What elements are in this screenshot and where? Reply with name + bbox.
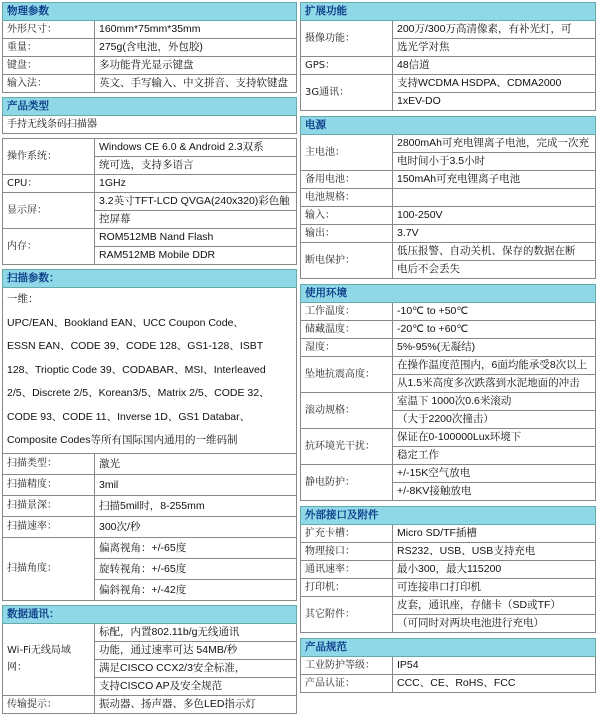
- spec-value: -10℃ to +50℃: [393, 303, 596, 321]
- left-spec-column: [2, 2, 297, 714]
- spec-label-输入: 输入：: [301, 207, 393, 225]
- spec-value: 统可选，支持多语言: [95, 157, 297, 175]
- spec-row: [301, 579, 596, 597]
- spec-label-摄像功能: 摄像功能：: [301, 21, 393, 57]
- spec-section: [2, 605, 297, 714]
- spec-row: [301, 303, 596, 321]
- spec-label-外形尺寸: 外形尺寸：: [3, 21, 95, 39]
- right-spec-column: [300, 2, 596, 693]
- spec-section: [300, 2, 596, 111]
- spec-label-操作系统: 操作系统：: [3, 139, 95, 175]
- spec-label-储藏温度: 储藏温度：: [301, 321, 393, 339]
- spec-value: 48信道: [393, 57, 596, 75]
- spec-row: [3, 495, 297, 516]
- spec-value: 英文、手写输入、中文拼音、支持软键盘: [95, 75, 297, 93]
- spec-label-键盘: 键盘：: [3, 57, 95, 75]
- spec-value: 支持CISCO AP及安全规范: [95, 677, 297, 695]
- spec-value: 标配，内置802.11b/g无线通讯: [95, 623, 297, 641]
- spec-section: [2, 2, 297, 93]
- section-title: 产品规范: [301, 639, 596, 657]
- spec-row: [3, 139, 297, 157]
- spec-label-电池规格: 电池规格：: [301, 189, 393, 207]
- spec-value: 偏斜视角：+/-42度: [95, 579, 297, 600]
- spec-label-工作温度: 工作温度：: [301, 303, 393, 321]
- spec-value: 扫描5mil时，8-255mm: [95, 495, 297, 516]
- symbology-line: ESSN EAN、CODE 39、CODE 128、GS1-128、ISBT: [7, 340, 264, 352]
- spec-value: 稳定工作: [393, 447, 596, 465]
- spec-label-扫描景深: 扫描景深：: [3, 495, 95, 516]
- section-title: 扫描参数：: [3, 270, 297, 288]
- spec-label-重量: 重量：: [3, 39, 95, 57]
- spec-label-内存: 内存：: [3, 229, 95, 265]
- spec-row: [3, 193, 297, 211]
- spec-label-其它附件: 其它附件：: [301, 597, 393, 633]
- spec-row: [3, 57, 297, 75]
- spec-row: [3, 695, 297, 713]
- spec-value: 振动器、扬声器、多色LED指示灯: [95, 695, 297, 713]
- spec-value: 160mm*75mm*35mm: [95, 21, 297, 39]
- spec-value: （可同时对两块电池进行充电）: [393, 615, 596, 633]
- spec-label-抗环境光干扰: 抗环境光干扰：: [301, 429, 393, 465]
- spec-value: 控屏幕: [95, 211, 297, 229]
- spec-value: 从1.5米高度多次跌落到水泥地面的冲击: [393, 375, 596, 393]
- spec-section: [300, 284, 596, 501]
- section-title: 产品类型: [3, 98, 297, 116]
- spec-row: [301, 429, 596, 447]
- symbology-line: UPC/EAN、Bookland EAN、UCC Coupon Code、: [7, 316, 244, 329]
- symbology-list: [3, 288, 297, 454]
- spec-label-主电池: 主电池：: [301, 135, 393, 171]
- spec-label-产品认证: 产品认证：: [301, 675, 393, 693]
- spec-value: 功能，通过速率可达 54MB/秒: [95, 641, 297, 659]
- spec-row: [301, 657, 596, 675]
- spec-value: 5%-95%(无凝结): [393, 339, 596, 357]
- spec-row: [301, 135, 596, 153]
- spec-section: [2, 269, 297, 601]
- spec-row: [3, 75, 297, 93]
- spec-value: 200万/300万高清像素，有补光灯，可: [393, 21, 596, 39]
- spec-row: [301, 465, 596, 483]
- spec-row: [301, 189, 596, 207]
- spec-value: 电后不会丢失: [393, 261, 596, 279]
- spec-value: 旋转视角：+/-65度: [95, 558, 297, 579]
- symbology-line: 2/5、Discrete 2/5、Korean3/5、Matrix 2/5、CODE 32、: [7, 387, 270, 399]
- spec-value: 偏离视角：+/-65度: [95, 537, 297, 558]
- spec-row: [301, 225, 596, 243]
- spec-row: [301, 321, 596, 339]
- spec-label-输出: 输出：: [301, 225, 393, 243]
- spec-label-输入法: 输入法：: [3, 75, 95, 93]
- spec-row: [301, 57, 596, 75]
- spec-label-扩充卡槽: 扩充卡槽：: [301, 525, 393, 543]
- spec-value: 低压报警、自动关机、保存的数据在断: [393, 243, 596, 261]
- spec-row: [301, 597, 596, 615]
- spec-label-断电保护: 断电保护：: [301, 243, 393, 279]
- spec-row: [3, 516, 297, 537]
- spec-row: [3, 453, 297, 474]
- spec-value: 满足CISCO CCX2/3安全标准，: [95, 659, 297, 677]
- spec-section: [300, 638, 596, 693]
- spec-section: [2, 97, 297, 134]
- spec-row: [301, 357, 596, 375]
- spec-row: [3, 623, 297, 641]
- spec-value: 支持WCDMA HSDPA、CDMA2000: [393, 75, 596, 93]
- symbology-line: Composite Codes等所有国际国内通用的一维码制: [7, 434, 238, 446]
- spec-value: 150mAh可充电锂离子电池: [393, 171, 596, 189]
- product-type-value: 手持无线条码扫描器: [3, 116, 297, 134]
- section-title: 电源: [301, 117, 596, 135]
- spec-value: CCC、CE、RoHS、FCC: [393, 675, 596, 693]
- spec-value: 100-250V: [393, 207, 596, 225]
- spec-label-滚动规格: 滚动规格：: [301, 393, 393, 429]
- spec-row: [301, 171, 596, 189]
- spec-label-Wi-Fi无线局域网: Wi-Fi无线局域网：: [3, 623, 95, 695]
- symbology-line: 128、Trioptic Code 39、CODABAR、MSI、Interleaved: [7, 363, 266, 376]
- spec-section: [300, 506, 596, 633]
- spec-label-CPU: CPU：: [3, 175, 95, 193]
- spec-value: 多功能背光显示键盘: [95, 57, 297, 75]
- spec-value: ROM512MB Nand Flash: [95, 229, 297, 247]
- spec-row: [301, 561, 596, 579]
- spec-label-通讯速率: 通讯速率：: [301, 561, 393, 579]
- spec-row: [3, 474, 297, 495]
- spec-row: [301, 339, 596, 357]
- spec-label-GPS: GPS：: [301, 57, 393, 75]
- spec-label-打印机: 打印机：: [301, 579, 393, 597]
- spec-label-扫描角度: 扫描角度：: [3, 537, 95, 600]
- spec-row: [301, 543, 596, 561]
- spec-value: -20℃ to +60℃: [393, 321, 596, 339]
- spec-value: 3mil: [95, 474, 297, 495]
- spec-value: +/-15K空气放电: [393, 465, 596, 483]
- spec-section: [2, 138, 297, 265]
- spec-value: 275g(含电池，外包胶): [95, 39, 297, 57]
- section-title: 使用环境: [301, 285, 596, 303]
- spec-value: +/-8KV接触放电: [393, 483, 596, 501]
- spec-value: 激光: [95, 453, 297, 474]
- symbology-line: 一维：: [7, 293, 39, 305]
- spec-label-静电防护: 静电防护：: [301, 465, 393, 501]
- spec-label-传输提示: 传输提示：: [3, 695, 95, 713]
- spec-value: RAM512MB Mobile DDR: [95, 247, 297, 265]
- spec-value: 2800mAh可充电锂离子电池，完成一次充: [393, 135, 596, 153]
- spec-value: Micro SD/TF插槽: [393, 525, 596, 543]
- spec-value: （大于2200次撞击）: [393, 411, 596, 429]
- spec-value: 皮套，通讯座，存储卡（SD或TF）: [393, 597, 596, 615]
- spec-value: 3.7V: [393, 225, 596, 243]
- spec-value: 最小300，最大115200: [393, 561, 596, 579]
- spec-value: 保证在0-100000Lux环境下: [393, 429, 596, 447]
- spec-row: [301, 525, 596, 543]
- spec-value: 室温下 1000次0.6米滚动: [393, 393, 596, 411]
- spec-row: [3, 175, 297, 193]
- spec-row: [301, 675, 596, 693]
- spec-label-坠地抗震高度: 坠地抗震高度：: [301, 357, 393, 393]
- spec-label-工业防护等级: 工业防护等级：: [301, 657, 393, 675]
- spec-label-扫描精度: 扫描精度：: [3, 474, 95, 495]
- spec-value: IP54: [393, 657, 596, 675]
- spec-label-扫描速率: 扫描速率：: [3, 516, 95, 537]
- spec-row: [301, 393, 596, 411]
- spec-label-3G通讯: 3G通讯：: [301, 75, 393, 111]
- spec-value: 1xEV-DO: [393, 93, 596, 111]
- spec-value: Windows CE 6.0 & Android 2.3双系: [95, 139, 297, 157]
- spec-value: [393, 189, 596, 207]
- spec-value: 可连接串口打印机: [393, 579, 596, 597]
- section-title: 扩展功能: [301, 3, 596, 21]
- spec-row: [3, 39, 297, 57]
- spec-label-物理接口: 物理接口：: [301, 543, 393, 561]
- spec-row: [301, 75, 596, 93]
- spec-label-显示屏: 显示屏：: [3, 193, 95, 229]
- spec-value: 3.2英寸TFT-LCD QVGA(240x320)彩色触: [95, 193, 297, 211]
- spec-value: 300次/秒: [95, 516, 297, 537]
- spec-row: [3, 21, 297, 39]
- symbology-line: CODE 93、CODE 11、Inverse 1D、GS1 Databar、: [7, 410, 251, 423]
- spec-label-湿度: 湿度：: [301, 339, 393, 357]
- spec-value: 1GHz: [95, 175, 297, 193]
- spec-value: 选光学对焦: [393, 39, 596, 57]
- spec-row: [301, 207, 596, 225]
- spec-row: [3, 229, 297, 247]
- spec-value: 在操作温度范围内，6面均能承受8次以上: [393, 357, 596, 375]
- spec-label-扫描类型: 扫描类型：: [3, 453, 95, 474]
- spec-row: [301, 243, 596, 261]
- spec-value: 电时间小于3.5小时: [393, 153, 596, 171]
- spec-label-备用电池: 备用电池：: [301, 171, 393, 189]
- section-title: 数据通讯：: [3, 605, 297, 623]
- section-title: 外部接口及附件: [301, 507, 596, 525]
- section-title: 物理参数: [3, 3, 297, 21]
- spec-value: RS232、USB、USB支持充电: [393, 543, 596, 561]
- spec-row: [3, 537, 297, 558]
- spec-section: [300, 116, 596, 279]
- spec-row: [301, 21, 596, 39]
